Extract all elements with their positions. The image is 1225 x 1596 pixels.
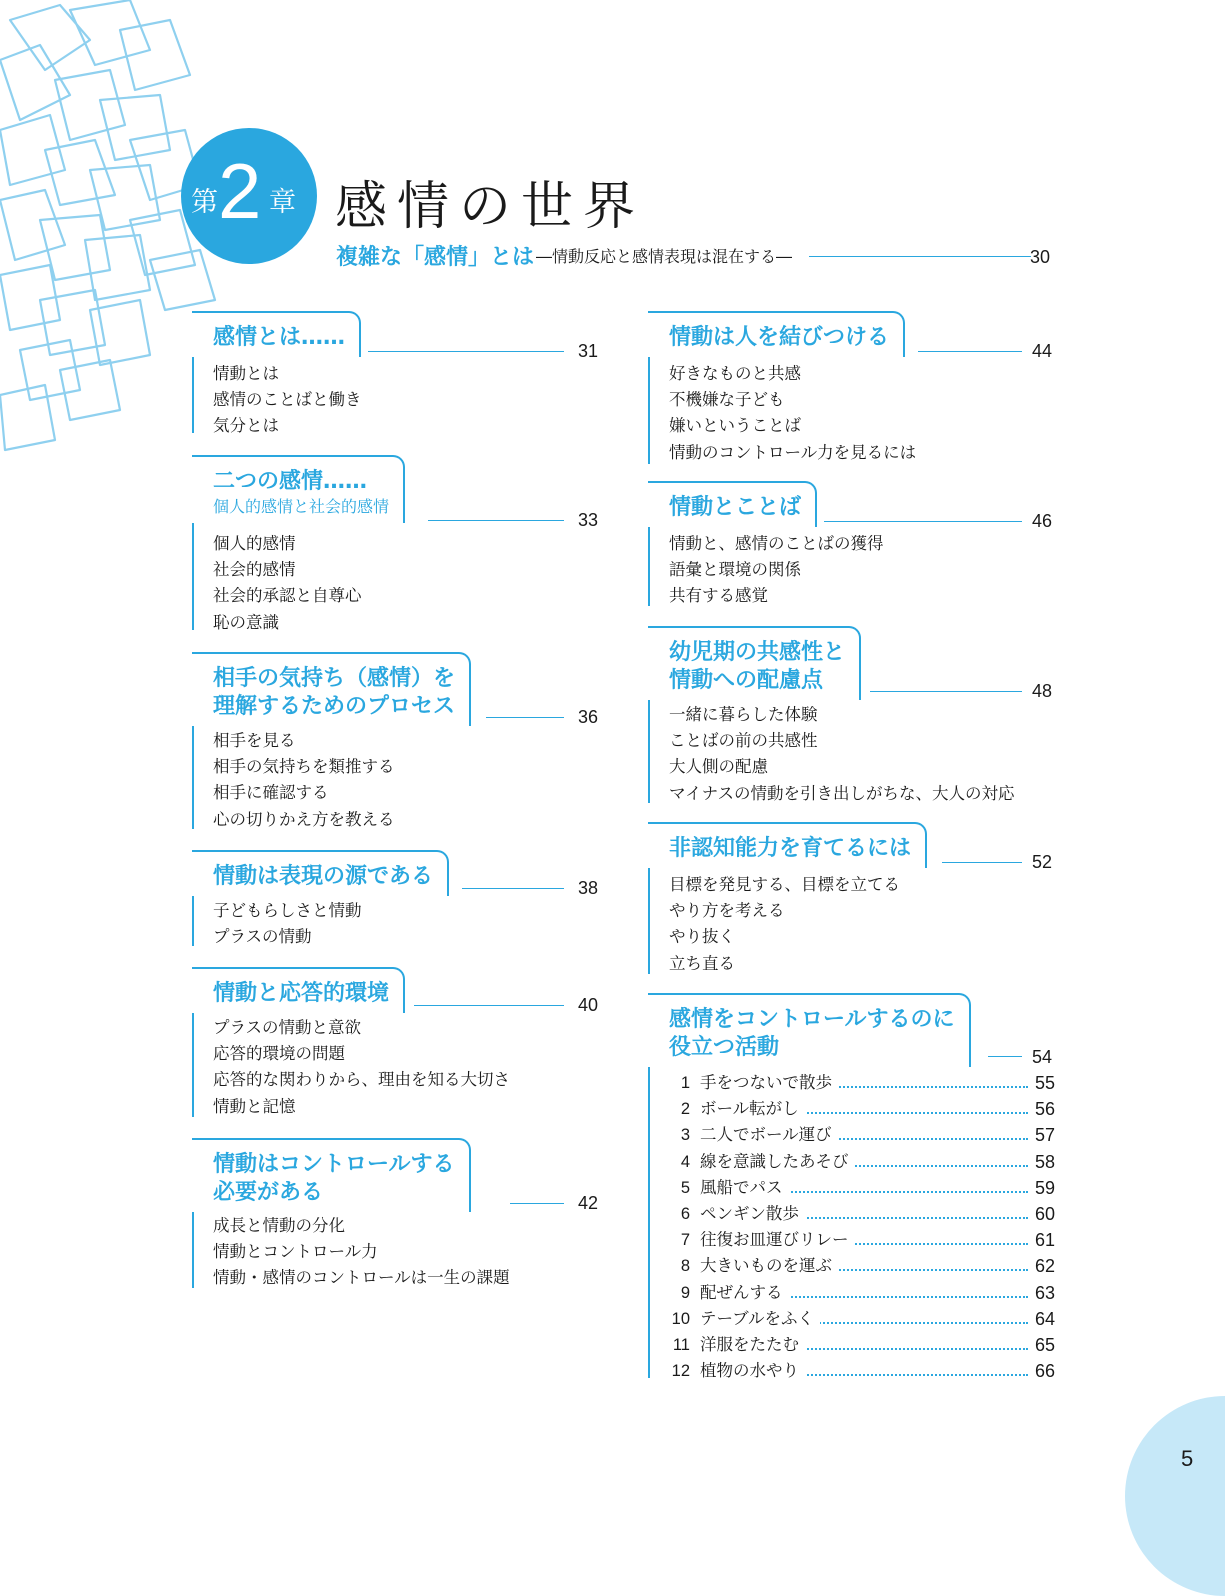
- section-heading: [192, 455, 405, 523]
- activity-title: ペンギン散歩: [700, 1201, 805, 1227]
- activity-row[interactable]: [668, 1227, 1058, 1253]
- section-leader-line: [486, 717, 564, 718]
- section-item[interactable]: 嫌いということば: [669, 416, 801, 436]
- section-title: 感情とは……: [213, 325, 346, 350]
- section-heading: [192, 311, 361, 357]
- section-title-line2: 情動への配慮点: [669, 668, 824, 693]
- section-items: [669, 872, 900, 977]
- toc-section[interactable]: [192, 455, 612, 635]
- section-title: 非認知能力を育てるには: [669, 836, 912, 861]
- section-item[interactable]: 感情のことばと働き: [213, 390, 362, 410]
- activity-page: 65: [1034, 1334, 1055, 1355]
- activity-page: 63: [1034, 1282, 1055, 1303]
- chapter-prefix: 第: [191, 187, 218, 218]
- activity-row[interactable]: [668, 1070, 1058, 1096]
- chapter-number: 2: [218, 147, 262, 235]
- section-item[interactable]: 相手の気持ちを類推する: [213, 757, 395, 777]
- section-title-line2: 必要がある: [213, 1180, 324, 1205]
- section-title: 情動は人を結びつける: [669, 325, 890, 350]
- section-item[interactable]: 語彙と環境の関係: [669, 560, 801, 580]
- section-leader-line: [824, 521, 1022, 522]
- section-item[interactable]: 目標を発見する、目標を立てる: [669, 875, 900, 894]
- section-item[interactable]: 立ち直る: [669, 953, 735, 973]
- activity-title: 手をつないで散歩: [700, 1070, 838, 1096]
- section-items: [669, 702, 1015, 807]
- section-items: [213, 531, 362, 636]
- activity-title: 大きいものを運ぶ: [700, 1253, 838, 1279]
- section-item[interactable]: 応答的な関わりから、理由を知る大切さ: [213, 1070, 510, 1090]
- section-leader-line: [510, 1203, 564, 1204]
- activity-page: 62: [1034, 1256, 1055, 1277]
- section-item[interactable]: やり抜く: [669, 927, 735, 947]
- activity-row[interactable]: [668, 1149, 1058, 1175]
- section-item[interactable]: 相手を見る: [213, 731, 296, 750]
- activity-title: 線を意識したあそび: [700, 1149, 855, 1175]
- activity-title: 洋服をたたむ: [700, 1332, 805, 1358]
- page-number: 5: [1181, 1446, 1194, 1471]
- section-leader-line: [428, 520, 564, 521]
- activity-row[interactable]: [668, 1280, 1058, 1306]
- toc-section[interactable]: [192, 967, 612, 1122]
- section-page: 31: [578, 341, 599, 361]
- section-leader-line: [988, 1056, 1022, 1057]
- section-heading: [648, 822, 927, 868]
- intro-page: 30: [1030, 247, 1051, 267]
- section-title: 相手の気持ち（感情）を: [213, 666, 456, 691]
- section-leader-line: [918, 351, 1022, 352]
- activity-number: 12: [671, 1362, 690, 1381]
- activity-row[interactable]: [668, 1122, 1058, 1148]
- section-item[interactable]: 大人側の配慮: [669, 757, 768, 777]
- intro-subtitle: ―情動反応と感情表現は混在する―: [536, 247, 793, 266]
- section-page: 52: [1032, 852, 1053, 872]
- section-item[interactable]: やり方を考える: [669, 901, 785, 921]
- activity-row[interactable]: [668, 1358, 1058, 1384]
- page-corner-circle: [1125, 1396, 1225, 1596]
- section-item[interactable]: 情動と記憶: [213, 1096, 296, 1116]
- toc-section[interactable]: [192, 652, 612, 832]
- activity-page: 56: [1034, 1099, 1055, 1120]
- toc-section[interactable]: [648, 626, 1068, 806]
- section-item[interactable]: 不機嫌な子ども: [669, 390, 785, 410]
- section-item[interactable]: 情動・感情のコントロールは一生の課題: [213, 1268, 510, 1288]
- activity-row[interactable]: [668, 1096, 1058, 1122]
- section-title-line2: 役立つ活動: [669, 1035, 780, 1060]
- section-item[interactable]: 情動のコントロール力を見るには: [669, 442, 917, 462]
- activity-row[interactable]: [668, 1306, 1058, 1332]
- section-item[interactable]: 好きなものと共感: [669, 364, 801, 383]
- section-item[interactable]: 気分とは: [213, 416, 279, 436]
- toc-section[interactable]: [648, 481, 1068, 611]
- section-item[interactable]: 応答的環境の問題: [213, 1044, 345, 1064]
- activity-title: 植物の水やり: [700, 1358, 805, 1384]
- activity-number: 5: [680, 1178, 690, 1197]
- intro-entry[interactable]: [336, 240, 1056, 274]
- activity-number: 8: [680, 1257, 690, 1276]
- section-title: 幼児期の共感性と: [669, 640, 846, 665]
- activity-page: 66: [1034, 1361, 1055, 1382]
- toc-section[interactable]: [192, 311, 612, 441]
- activity-number: 6: [680, 1204, 690, 1223]
- section-title: 感情をコントロールするのに: [669, 1007, 955, 1032]
- toc-section[interactable]: [648, 311, 1068, 471]
- section-items: [669, 361, 916, 466]
- section-page: 40: [578, 995, 599, 1015]
- activity-number: 11: [672, 1335, 690, 1354]
- section-item[interactable]: 個人的感情: [213, 534, 296, 553]
- activity-page: 64: [1034, 1308, 1055, 1329]
- section-items: [213, 1213, 510, 1292]
- activity-title: ボール転がし: [700, 1096, 805, 1122]
- section-item[interactable]: 相手に確認する: [213, 783, 329, 803]
- activity-page: 57: [1034, 1125, 1055, 1146]
- section-items: [213, 898, 362, 950]
- section-title-line2: 理解するためのプロセス: [213, 694, 456, 719]
- chapter-title: 感情の世界: [335, 177, 646, 237]
- section-item[interactable]: 社会的感情: [213, 560, 296, 580]
- section-page: 46: [1032, 511, 1053, 531]
- section-leader-line: [368, 351, 564, 352]
- activity-list: [668, 1070, 1058, 1384]
- section-heading: [192, 652, 471, 726]
- intro-title: 複雑な「感情」とは: [336, 245, 535, 270]
- section-heading: [192, 1138, 471, 1212]
- section-heading: [192, 850, 449, 896]
- section-item[interactable]: プラスの情動と意欲: [213, 1018, 362, 1037]
- activity-number: 2: [680, 1100, 690, 1119]
- section-page: 38: [578, 878, 599, 898]
- activity-title: テーブルをふく: [700, 1306, 820, 1332]
- section-page: 42: [578, 1193, 599, 1213]
- section-title: 情動とことば: [669, 495, 802, 520]
- section-item[interactable]: 一緒に暮らした体験: [669, 705, 818, 724]
- chapter-badge: [181, 128, 317, 264]
- toc-section[interactable]: [192, 850, 612, 950]
- section-page: 44: [1032, 341, 1053, 361]
- section-leader-line: [942, 862, 1022, 863]
- section-heading: [648, 311, 905, 357]
- section-heading: [648, 626, 861, 700]
- section-heading: [192, 967, 405, 1013]
- section-title: 二つの感情……: [213, 469, 368, 494]
- activity-title: 風船でパス: [700, 1175, 789, 1201]
- section-item[interactable]: 恥の意識: [213, 612, 279, 632]
- activity-page: 61: [1034, 1230, 1055, 1251]
- section-subtitle: 個人的感情と社会的感情: [213, 497, 390, 516]
- toc-section[interactable]: [648, 822, 1068, 982]
- section-title: 情動は表現の源である: [213, 864, 434, 889]
- activity-number: 4: [680, 1152, 690, 1171]
- activity-number: 7: [680, 1231, 690, 1250]
- section-item[interactable]: マイナスの情動を引き出しがちな、大人の対応: [669, 783, 1015, 803]
- activity-title: 二人でボール運び: [700, 1122, 838, 1148]
- section-title: 情動と応答的環境: [213, 981, 390, 1006]
- section-item[interactable]: 子どもらしさと情動: [213, 901, 362, 920]
- activity-title: 配ぜんする: [700, 1280, 789, 1306]
- section-page: 33: [578, 510, 599, 530]
- activity-row[interactable]: [668, 1201, 1058, 1227]
- section-item[interactable]: 成長と情動の分化: [213, 1216, 345, 1235]
- activity-page: 55: [1034, 1073, 1055, 1093]
- activity-number: 10: [671, 1309, 690, 1328]
- section-items: [213, 728, 395, 833]
- intro-leader-line: [809, 256, 1031, 257]
- section-page: 54: [1032, 1047, 1053, 1067]
- chapter-suffix: 章: [269, 187, 296, 218]
- section-item[interactable]: ことばの前の共感性: [669, 731, 818, 751]
- section-leader-line: [462, 888, 564, 889]
- activity-row[interactable]: [668, 1253, 1058, 1279]
- section-leader-line: [870, 691, 1022, 692]
- section-page: 36: [578, 707, 599, 727]
- section-item[interactable]: 社会的承認と自尊心: [213, 586, 362, 606]
- section-heading: [648, 993, 971, 1067]
- section-heading: [648, 481, 817, 527]
- activity-page: 60: [1034, 1203, 1055, 1224]
- section-title: 情動はコントロールする: [213, 1152, 455, 1177]
- section-item[interactable]: 情動とコントロール力: [213, 1242, 378, 1262]
- section-item[interactable]: 情動と、感情のことばの獲得: [669, 534, 884, 553]
- section-page: 48: [1032, 681, 1053, 701]
- section-items: [213, 1015, 510, 1120]
- section-item[interactable]: 心の切りかえ方を教える: [213, 809, 395, 829]
- section-items: [213, 361, 362, 440]
- section-leader-line: [414, 1005, 564, 1006]
- section-item[interactable]: 情動とは: [213, 364, 279, 383]
- activity-page: 58: [1034, 1151, 1055, 1172]
- activity-number: 3: [680, 1126, 690, 1145]
- activity-row[interactable]: [668, 1175, 1058, 1201]
- activity-page: 59: [1034, 1177, 1055, 1198]
- section-items: [669, 531, 884, 610]
- activity-title: 往復お皿運びリレー: [700, 1227, 855, 1253]
- section-item[interactable]: 共有する感覚: [669, 586, 768, 606]
- activity-number: 1: [680, 1074, 690, 1092]
- activity-row[interactable]: [668, 1332, 1058, 1358]
- toc-section[interactable]: [192, 1138, 612, 1293]
- activity-number: 9: [680, 1283, 690, 1302]
- section-item[interactable]: プラスの情動: [213, 927, 312, 947]
